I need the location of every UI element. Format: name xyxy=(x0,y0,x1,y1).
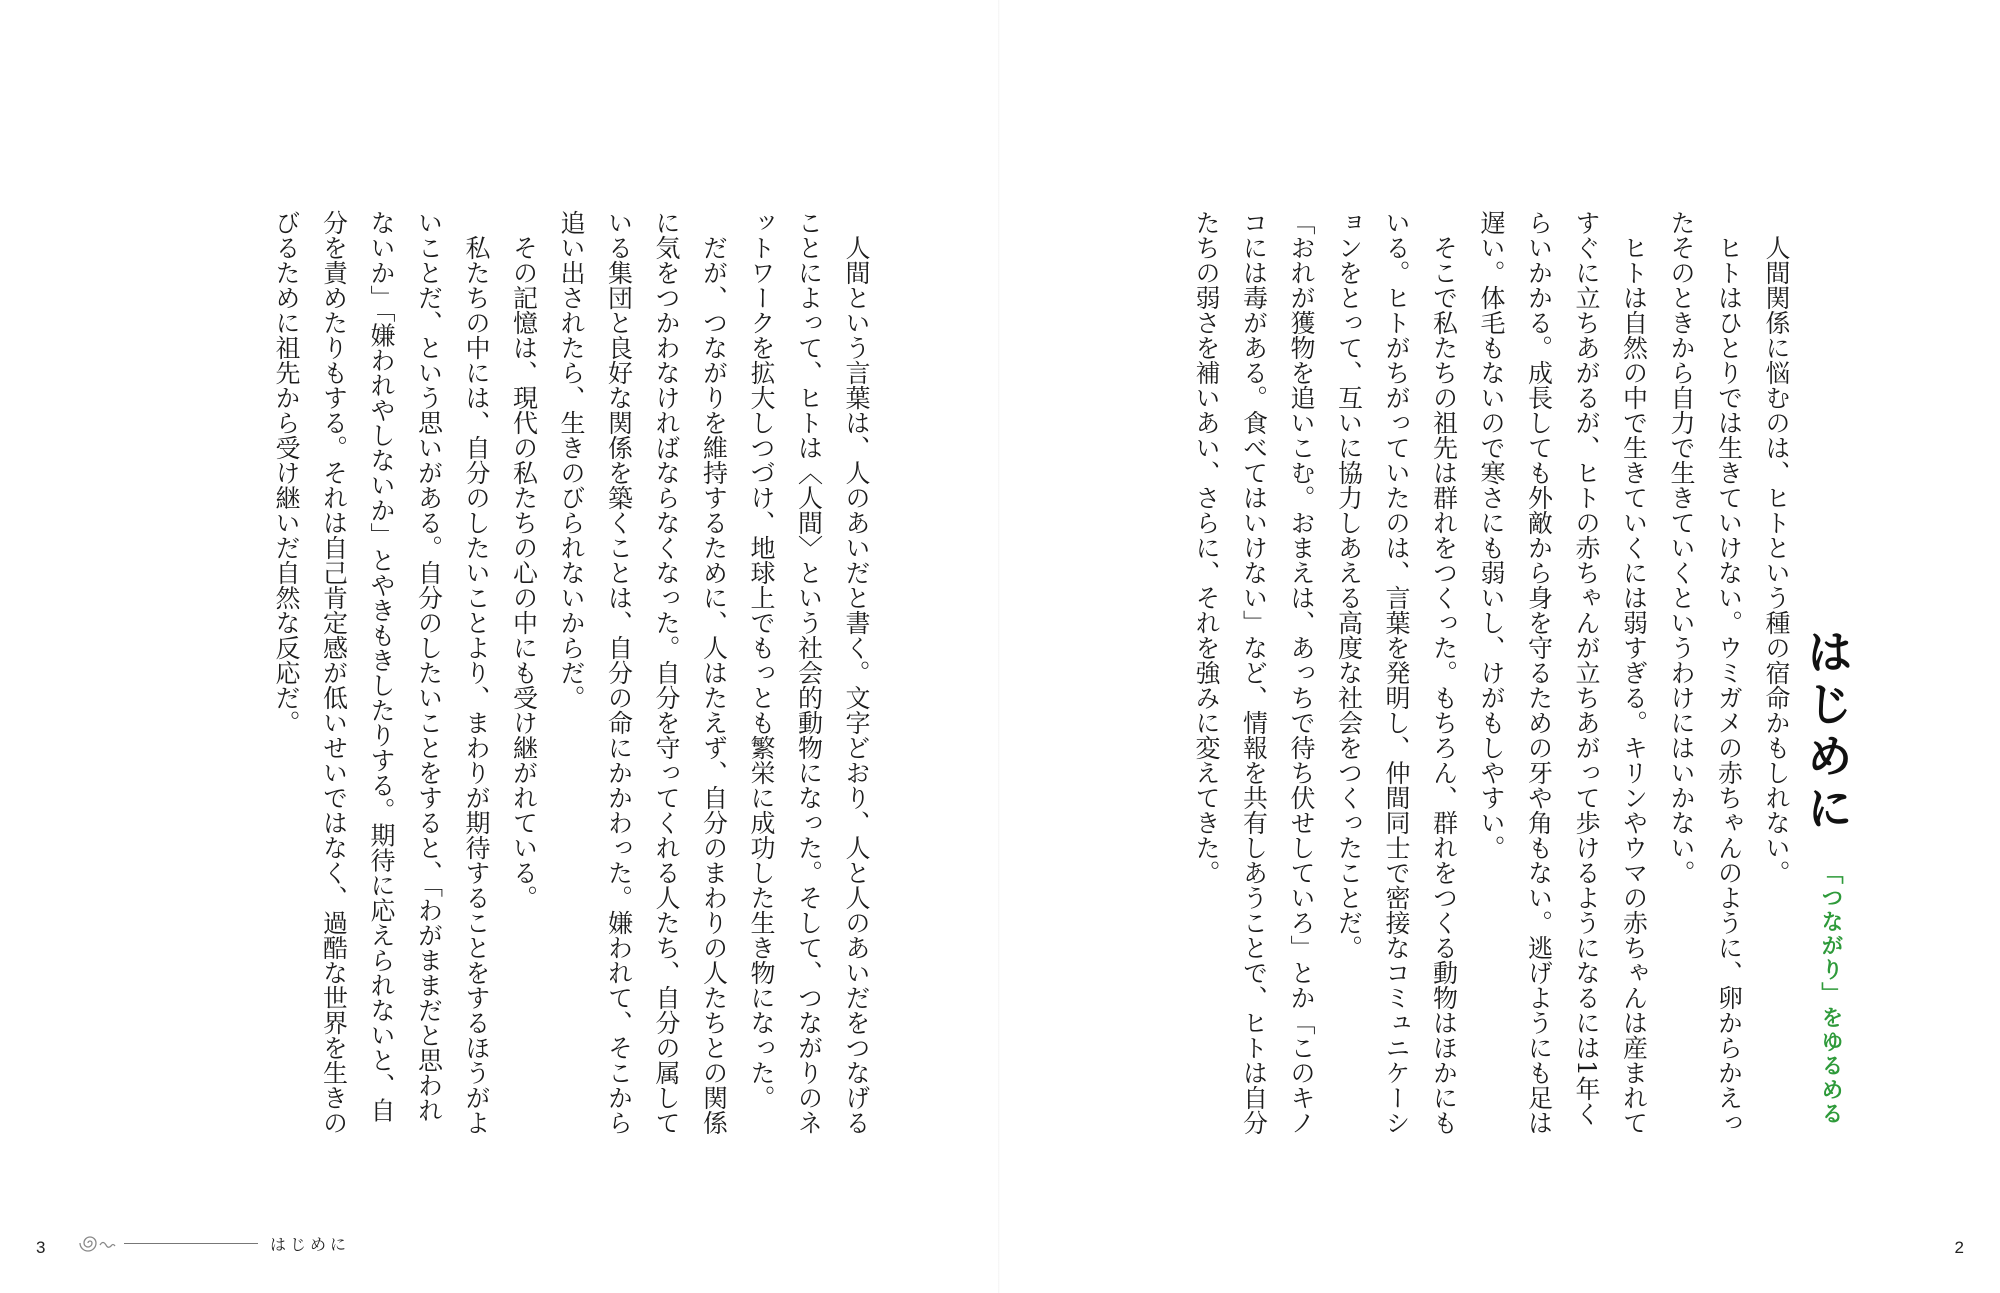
left-page-body xyxy=(263,210,881,1160)
chapter-subtitle: 「つながり」をゆるめる xyxy=(1818,862,1843,1126)
right-paragraph-1: 人間関係に悩むのは、ヒトという種の宿命かもしれない。 xyxy=(1762,210,1791,885)
page-number-left: 3 xyxy=(36,1238,46,1257)
right-page-body xyxy=(1183,210,1801,1160)
spiral-icon xyxy=(78,1231,120,1255)
right-paragraph-3: ヒトは自然の中で生きていくには弱すぎる。キリンやウマの赤ちゃんは産まれて すぐに立ちあがるが、ヒトの赤ちゃんが立ちあがって歩けるようになるには1年く らいかかる。成長しても外敵から身を守るための牙や角もない。逃げようにも足は 遅い。体毛もないので寒さにも弱いし、けがもしやすい。 xyxy=(1477,210,1649,1135)
left-paragraph-3: その記憶は、現代の私たちの心の中にも受け継がれている。 xyxy=(509,210,539,910)
right-paragraph-2: ヒトはひとりでは生きていけない。ウミガメの赤ちゃんのように、卵からかえっ たそのときから自力で生きていくというわけにはいかない。 xyxy=(1667,210,1744,1135)
left-paragraph-4: 私たちの中には、自分のしたいことより、まわりが期待することをするほうがよ いことだ、という思いがある。自分のしたいことをすると、「わがままだと思われ ないか」「嫌われやしないか」とやきもきしたりする。期待に応えられないと、自 分を責めたりもする。それは自己肯定感が低いせいではなく、過酷な世界を生きの びるために祖先から受け継いだ自然な反応だ。 xyxy=(272,210,491,1135)
left-paragraph-2: だが、つながりを維持するために、人はたえず、自分のまわりの人たちとの関係 に気をつかわなければならなくなった。自分を守ってくれる人たち、自分の属して いる集団と良好な関係を築くことは、自分の命にかかわった。嫌われて、そこから 追い出されたら、生きのびられないからだ。 xyxy=(557,210,729,1135)
left-paragraph-1: 人間という言葉は、人のあいだと書く。文字どおり、人と人のあいだをつなげる ことによって、ヒトは〈人間〉という社会的動物になった。そして、つながりのネ ットワークを拡大しつづけ、地球上でもっとも繁栄に成功した生き物になった。 xyxy=(747,210,871,1135)
page-number-right: 2 xyxy=(1954,1238,1964,1257)
running-head-title: はじめに xyxy=(270,1234,351,1254)
running-head xyxy=(78,1231,350,1255)
right-paragraph-5: 「おれが獲物を追いこむ。おまえは、あっちで待ち伏せしていろ」とか「このキノ コには毒がある。食べてはいけない」など、情報を共有しあうことで、ヒトは自分 たちの弱さを補いあい、さらに、それを強みに変えてきた。 xyxy=(1192,210,1316,1135)
right-page xyxy=(1000,0,2000,1293)
chapter-title: はじめに xyxy=(1800,628,1854,836)
running-head-rule xyxy=(124,1243,258,1244)
right-paragraph-4: そこで私たちの祖先は群れをつくった。もちろん、群れをつくる動物はほかにも いる。ヒトがちがっていたのは、言葉を発明し、仲間同士で密接なコミュニケーシ ョンをとって、互いに協力しあえる高度な社会をつくったことだ。 xyxy=(1334,210,1459,1135)
